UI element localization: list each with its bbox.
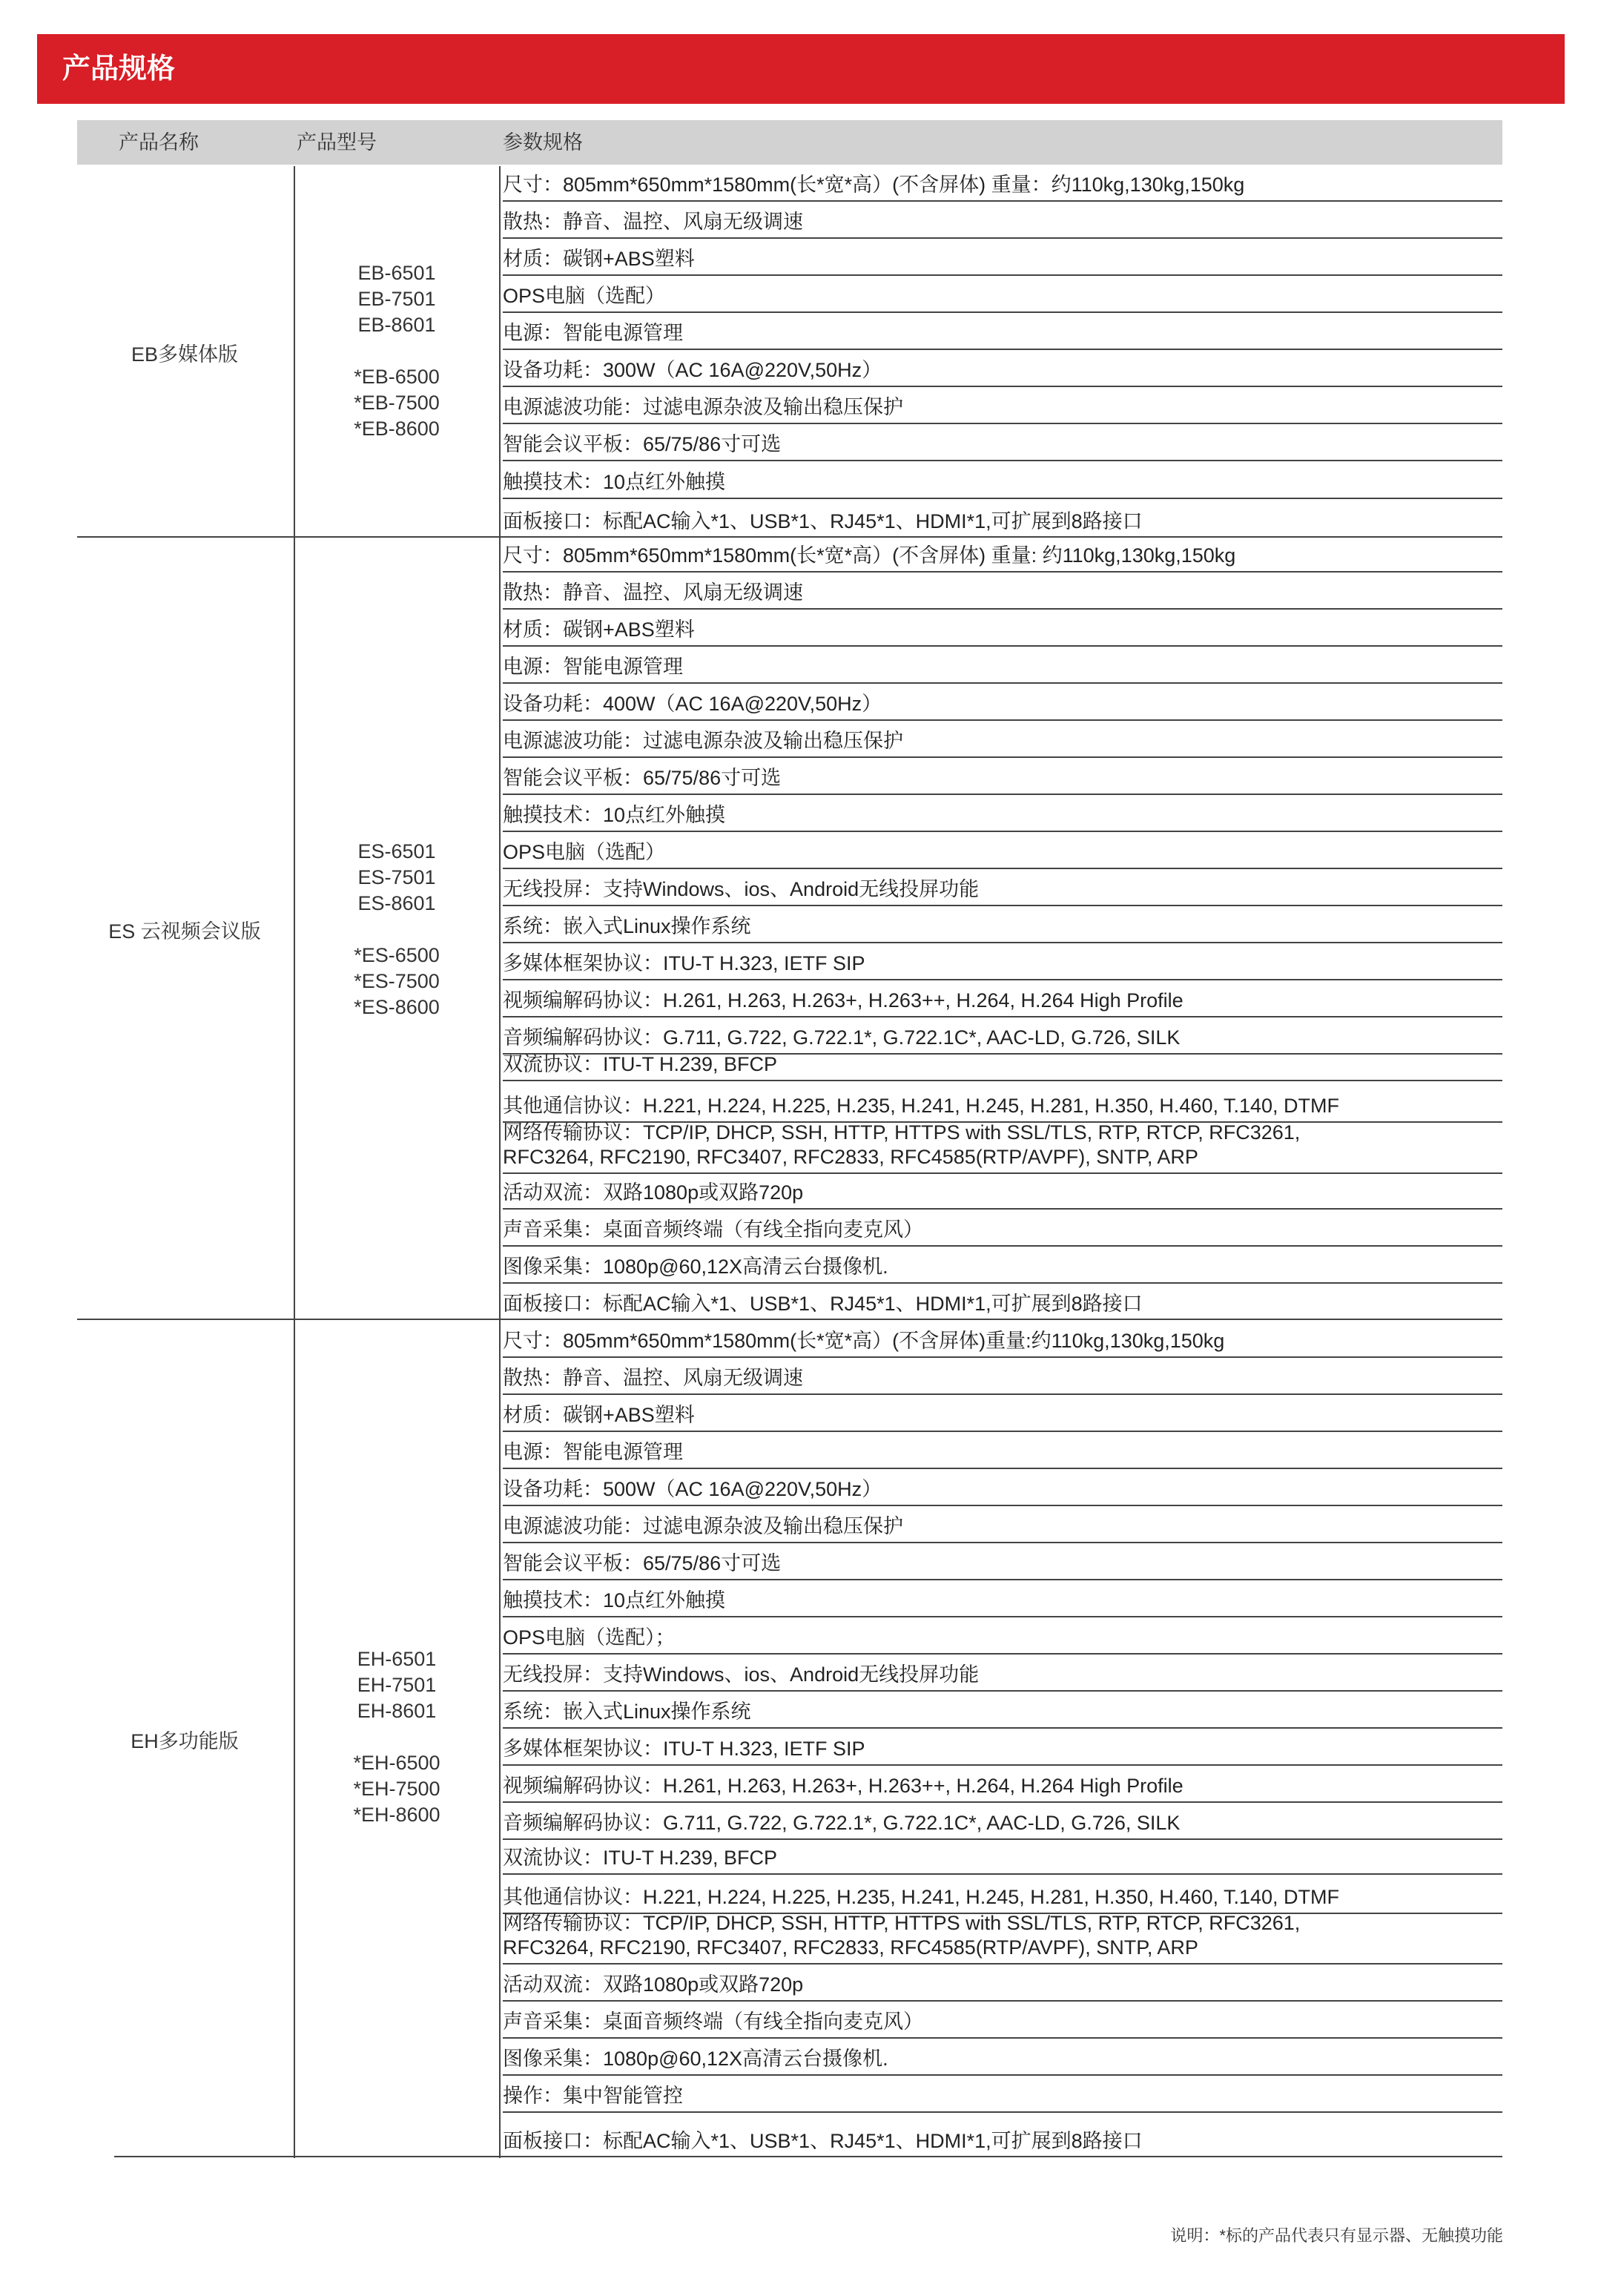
- spec-row: 其他通信协议：H.221, H.224, H.225, H.235, H.241, H.245, H.281, H.350, H.460, T.140, DTMF: [503, 1095, 1340, 1117]
- row-divider: [503, 571, 1502, 573]
- spec-row: 网络传输协议：TCP/IP, DHCP, SSH, HTTP, HTTPS with SSL/TLS, RTP, RTCP, RFC3261, RFC3264, RFC2190, RFC3407, RFC2833, RFC4585(RTP/AVPF), SNTP, ARP: [503, 1121, 1301, 1168]
- row-divider: [503, 1172, 1502, 1174]
- row-divider: [503, 2074, 1502, 2076]
- row-divider: [503, 608, 1502, 610]
- spec-row: 声音采集：桌面音频终端（有线全指向麦克风）: [503, 2010, 923, 2033]
- row-divider: [503, 237, 1502, 239]
- product-model: EH-7501: [357, 1674, 437, 1696]
- row-divider: [503, 200, 1502, 202]
- spec-row: 图像采集：1080p@60,12X高清云台摄像机.: [503, 1256, 888, 1278]
- spec-row: 音频编解码协议：G.711, G.722, G.722.1*, G.722.1C*, AAC-LD, G.726, SILK: [503, 1026, 1181, 1049]
- row-divider: [503, 1356, 1502, 1358]
- row-divider: [503, 756, 1502, 758]
- spec-row: OPS电脑（选配）: [503, 285, 666, 307]
- row-divider: [503, 274, 1502, 276]
- spec-row: 双流协议：ITU-T H.239, BFCP: [503, 1847, 778, 1869]
- product-model: EH-8601: [357, 1700, 437, 1722]
- row-divider: [503, 719, 1502, 721]
- spec-row: 智能会议平板：65/75/86寸可选: [503, 433, 782, 455]
- spec-row: 电源滤波功能：过滤电源杂波及输出稳压保护: [503, 730, 903, 752]
- spec-row: 面板接口：标配AC输入*1、USB*1、RJ45*1、HDMI*1,可扩展到8路接口: [503, 2130, 1143, 2152]
- spec-row: 图像采集：1080p@60,12X高清云台摄像机.: [503, 2048, 888, 2070]
- spec-row: 尺寸：805mm*650mm*1580mm(长*宽*高）(不含屏体) 重量：约110kg,130kg,150kg: [503, 174, 1245, 196]
- spec-row: 材质：碳钢+ABS塑料: [503, 618, 695, 641]
- spec-row: 电源滤波功能：过滤电源杂波及输出稳压保护: [503, 396, 903, 418]
- product-model: *EH-6500: [353, 1752, 440, 1774]
- row-divider: [503, 460, 1502, 461]
- row-divider: [503, 1801, 1502, 1803]
- spec-row: 活动双流：双路1080p或双路720p: [503, 1973, 804, 1996]
- product-model: *ES-6500: [354, 944, 440, 966]
- product-model: EH-6501: [357, 1648, 437, 1670]
- row-divider: [503, 1282, 1502, 1284]
- row-divider: [503, 2037, 1502, 2039]
- row-divider: [503, 1468, 1502, 1469]
- spec-row: 触摸技术：10点红外触摸: [503, 471, 726, 493]
- row-divider: [503, 1431, 1502, 1432]
- product-model: *ES-8600: [354, 996, 440, 1018]
- spec-row: OPS电脑（选配）；: [503, 1626, 676, 1649]
- row-divider: [503, 1016, 1502, 1017]
- product-model: ES-7501: [357, 866, 436, 888]
- row-divider: [503, 645, 1502, 647]
- spec-row: 电源：智能电源管理: [503, 1441, 683, 1463]
- spec-row: 视频编解码协议：H.261, H.263, H.263+, H.263++, H.264, H.264 High Profile: [503, 989, 1184, 1012]
- row-divider: [503, 1727, 1502, 1729]
- spec-row: 散热：静音、温控、风扇无级调速: [503, 581, 803, 604]
- product-model: *EB-6500: [354, 366, 440, 388]
- spec-row: 系统：嵌入式Linux操作系统: [503, 1700, 751, 1723]
- row-divider: [503, 349, 1502, 350]
- spec-row: 面板接口：标配AC输入*1、USB*1、RJ45*1、HDMI*1,可扩展到8路接口: [503, 510, 1143, 532]
- header-product-name: 产品名称: [119, 131, 199, 154]
- row-divider: [503, 868, 1502, 869]
- spec-row: 设备功耗：300W（AC 16A@220V,50Hz）: [503, 359, 882, 381]
- product-model-list: [297, 1646, 497, 1828]
- row-divider: [503, 979, 1502, 980]
- spec-row: 无线投屏：支持Windows、ios、Android无线投屏功能: [503, 1663, 980, 1686]
- product-model: EB-8601: [357, 314, 436, 336]
- spec-row: 尺寸：805mm*650mm*1580mm(长*宽*高）(不含屏体) 重量: 约110kg,130kg,150kg: [503, 544, 1236, 567]
- group-divider: [77, 1319, 1502, 1320]
- spec-row: 多媒体框架协议：ITU-T H.323, IETF SIP: [503, 952, 865, 974]
- spec-row: 其他通信协议：H.221, H.224, H.225, H.235, H.241, H.245, H.281, H.350, H.460, T.140, DTMF: [503, 1886, 1340, 1908]
- spec-row: 散热：静音、温控、风扇无级调速: [503, 1367, 803, 1389]
- row-divider: [503, 1690, 1502, 1692]
- row-divider: [503, 682, 1502, 684]
- model-spacer: [297, 338, 497, 364]
- row-divider: [503, 386, 1502, 387]
- model-spacer: [297, 1724, 497, 1750]
- product-model-list: [297, 839, 497, 1020]
- row-divider: [503, 1764, 1502, 1766]
- page-title-banner: [37, 34, 1565, 104]
- spec-row: 尺寸：805mm*650mm*1580mm(长*宽*高）(不含屏体)重量:约110kg,130kg,150kg: [503, 1330, 1225, 1352]
- product-model: *EB-8600: [354, 418, 440, 440]
- spec-row: 面板接口：标配AC输入*1、USB*1、RJ45*1、HDMI*1,可扩展到8路接口: [503, 1293, 1143, 1315]
- row-divider: [503, 1542, 1502, 1543]
- product-model-list: [297, 260, 497, 442]
- product-model: EB-7501: [357, 288, 436, 310]
- footnote: 说明：*标的产品代表只有显示器、无触摸功能: [1170, 2226, 1503, 2245]
- row-divider: [503, 831, 1502, 832]
- row-divider: [503, 498, 1502, 499]
- group-divider: [77, 536, 1502, 538]
- row-divider: [503, 1963, 1502, 1965]
- table-header: [77, 120, 1502, 165]
- product-model: ES-8601: [357, 892, 436, 914]
- spec-row: 多媒体框架协议：ITU-T H.323, IETF SIP: [503, 1738, 865, 1760]
- row-divider: [503, 1873, 1502, 1875]
- row-divider: [503, 1080, 1502, 1081]
- product-model: *ES-7500: [354, 970, 440, 992]
- row-divider: [503, 2000, 1502, 2002]
- row-divider: [503, 1393, 1502, 1395]
- spec-row: 触摸技术：10点红外触摸: [503, 804, 726, 826]
- row-divider: [503, 1208, 1502, 1210]
- spec-row: 电源：智能电源管理: [503, 322, 683, 344]
- row-divider: [503, 1838, 1502, 1840]
- spec-row: 无线投屏：支持Windows、ios、Android无线投屏功能: [503, 878, 980, 900]
- spec-row: 触摸技术：10点红外触摸: [503, 1589, 726, 1612]
- spec-row: 智能会议平板：65/75/86寸可选: [503, 767, 782, 789]
- spec-row: 电源：智能电源管理: [503, 656, 683, 678]
- header-spec: 参数规格: [503, 131, 583, 154]
- row-divider: [503, 1579, 1502, 1580]
- spec-row: 视频编解码协议：H.261, H.263, H.263+, H.263++, H.264, H.264 High Profile: [503, 1775, 1184, 1797]
- column-divider: [294, 166, 295, 2158]
- row-divider: [503, 423, 1502, 424]
- model-spacer: [297, 917, 497, 943]
- spec-row: 散热：静音、温控、风扇无级调速: [503, 211, 803, 233]
- row-divider: [503, 942, 1502, 943]
- spec-row: 系统：嵌入式Linux操作系统: [503, 915, 751, 937]
- row-divider: [503, 1616, 1502, 1617]
- row-divider: [503, 1653, 1502, 1655]
- product-name: EH多功能版: [131, 1729, 239, 1752]
- spec-row: 活动双流：双路1080p或双路720p: [503, 1181, 804, 1204]
- product-model: EB-6501: [357, 262, 436, 284]
- product-name: EB多媒体版: [131, 343, 239, 366]
- row-divider: [503, 1245, 1502, 1247]
- row-divider: [503, 794, 1502, 795]
- page-title: 产品规格: [62, 53, 176, 85]
- spec-row: 音频编解码协议：G.711, G.722, G.722.1*, G.722.1C*, AAC-LD, G.726, SILK: [503, 1812, 1181, 1834]
- header-product-model: 产品型号: [297, 131, 377, 154]
- spec-row: 智能会议平板：65/75/86寸可选: [503, 1552, 782, 1574]
- group-divider: [114, 2156, 1502, 2157]
- row-divider: [503, 1505, 1502, 1506]
- row-divider: [503, 2111, 1502, 2113]
- row-divider: [503, 905, 1502, 906]
- product-model: *EB-7500: [354, 392, 440, 414]
- spec-row: 网络传输协议：TCP/IP, DHCP, SSH, HTTP, HTTPS with SSL/TLS, RTP, RTCP, RFC3261, RFC3264, RFC2190, RFC3407, RFC2833, RFC4585(RTP/AVPF), SNTP, ARP: [503, 1912, 1301, 1959]
- spec-row: 电源滤波功能：过滤电源杂波及输出稳压保护: [503, 1515, 903, 1537]
- row-divider: [503, 311, 1502, 313]
- product-model: *EH-8600: [353, 1804, 440, 1826]
- spec-row: 设备功耗：400W（AC 16A@220V,50Hz）: [503, 693, 882, 715]
- product-model: *EH-7500: [353, 1778, 440, 1800]
- product-name: ES 云视频会议版: [108, 920, 261, 943]
- product-model: ES-6501: [357, 840, 436, 862]
- spec-row: 材质：碳钢+ABS塑料: [503, 1404, 695, 1426]
- spec-row: 操作：集中智能管控: [503, 2085, 683, 2107]
- column-divider: [499, 166, 501, 2158]
- spec-row: OPS电脑（选配）: [503, 841, 666, 863]
- spec-row: 材质：碳钢+ABS塑料: [503, 248, 695, 270]
- spec-row: 设备功耗：500W（AC 16A@220V,50Hz）: [503, 1478, 882, 1500]
- spec-row: 声音采集：桌面音频终端（有线全指向麦克风）: [503, 1218, 923, 1241]
- spec-row: 双流协议：ITU-T H.239, BFCP: [503, 1053, 778, 1075]
